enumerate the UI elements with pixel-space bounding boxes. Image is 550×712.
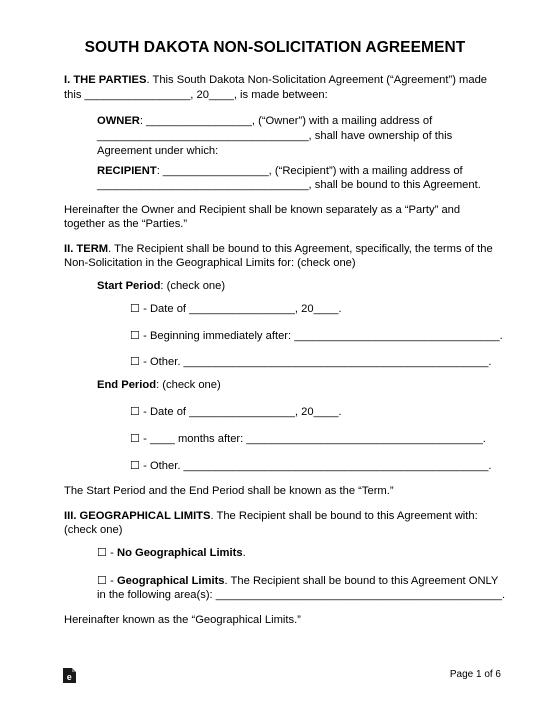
document-title: SOUTH DAKOTA NON-SOLICITATION AGREEMENT	[84, 39, 466, 56]
owner-label: OWNER	[97, 115, 140, 127]
start-option-beginning-after[interactable]: ☐ - Beginning immediately after: _________________________________.	[130, 330, 503, 342]
start-period-line: Start Period: (check one)	[97, 280, 226, 292]
svg-text:e: e	[66, 672, 72, 682]
recipient-line-1: RECIPIENT: _________________, (“Recipient”) with a mailing address of	[97, 165, 463, 177]
end-period-line: End Period: (check one)	[97, 379, 221, 391]
parties-heading: I. THE PARTIES	[64, 74, 147, 86]
geo-option-limits-label: Geographical Limits	[116, 575, 225, 587]
geo-option-none-label: No Geographical Limits	[116, 547, 243, 559]
start-option-date[interactable]: ☐ - Date of _________________, 20____.	[130, 303, 342, 315]
hereinafter-parties-line-1: Hereinafter the Owner and Recipient shall be known separately as a “Party” and	[64, 204, 461, 216]
recipient-line-2: __________________________________, shall be bound to this Agreement.	[97, 179, 481, 191]
end-option-months-after[interactable]: ☐ - ____ months after: ______________________________________.	[130, 433, 486, 445]
hereinafter-parties-line-2: together as the “Parties.”	[64, 218, 188, 230]
parties-paragraph-line-2: this _________________, 20____, is made between:	[64, 89, 328, 101]
parties-paragraph-line-1: I. THE PARTIES. This South Dakota Non-Solicitation Agreement (“Agreement”) made	[64, 74, 488, 86]
owner-line-3: Agreement under which:	[97, 145, 219, 157]
geo-paragraph-line-1: III. GEOGRAPHICAL LIMITS. The Recipient shall be bound to this Agreement with:	[64, 510, 478, 522]
eforms-logo-icon	[63, 668, 76, 683]
start-option-other[interactable]: ☐ - Other. _________________________________________________.	[130, 356, 492, 368]
end-option-other[interactable]: ☐ - Other. _________________________________________________.	[130, 460, 492, 472]
term-heading: II. TERM	[64, 243, 109, 255]
page-number: Page 1 of 6	[449, 669, 501, 680]
term-closing: The Start Period and the End Period shall be known as the “Term.”	[64, 485, 394, 497]
geo-heading: III. GEOGRAPHICAL LIMITS	[64, 510, 211, 522]
end-option-date[interactable]: ☐ - Date of _________________, 20____.	[130, 406, 342, 418]
end-period-label: End Period	[97, 379, 157, 391]
recipient-label: RECIPIENT	[97, 165, 157, 177]
geo-option-none[interactable]: ☐ - No Geographical Limits.	[97, 547, 246, 559]
owner-line-1: OWNER: _________________, (“Owner”) with a mailing address of	[97, 115, 433, 127]
term-paragraph-line-1: II. TERM. The Recipient shall be bound to this Agreement, specifically, the terms of the	[64, 243, 493, 255]
owner-line-2: __________________________________, shall have ownership of this	[97, 130, 453, 142]
start-period-label: Start Period	[97, 280, 161, 292]
geo-paragraph-line-2: (check one)	[64, 524, 123, 536]
geo-closing: Hereinafter known as the “Geographical Limits.”	[64, 614, 301, 626]
term-paragraph-line-2: Non-Solicitation in the Geographical Limits for: (check one)	[64, 257, 356, 269]
geo-option-limits-line-1[interactable]: ☐ - Geographical Limits. The Recipient shall be bound to this Agreement ONLY	[97, 575, 499, 587]
geo-option-limits-line-2: in the following area(s): ______________________________________________.	[97, 589, 506, 601]
